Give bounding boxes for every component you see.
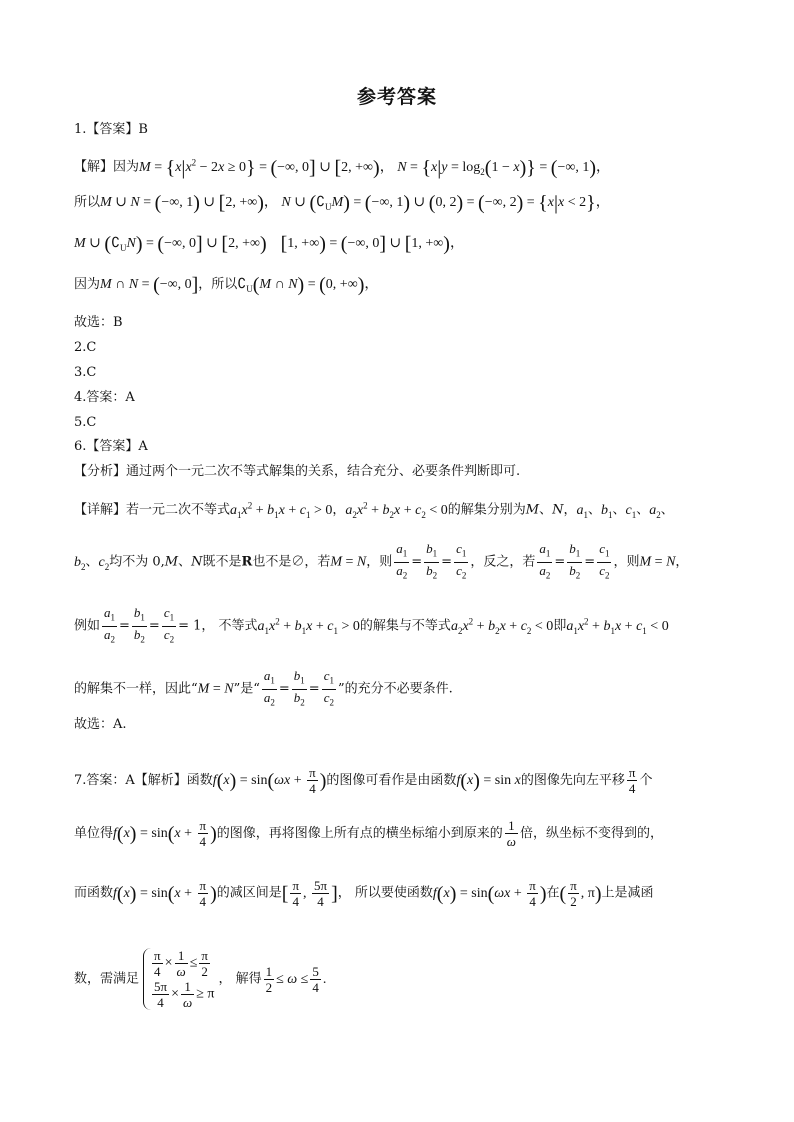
q7-prefix: 7.答案：A【解析】函数 <box>74 773 213 788</box>
q7-line-2: 单位得f(x) = sin(x + $\frac{\pi}{4}$ )的图像，再将图像上所有点的横坐标缩小到原来的 $\frac{1}{\omega}$ 倍，纵坐标不变得到的， <box>74 818 663 850</box>
q1-solution-line-4: 因为M ∩ N = (−∞, 0]，所以$∁_U(M$ ∩ N) = (0, +∞)， <box>74 274 379 296</box>
q1-choose: 故选：B <box>74 315 123 330</box>
q6-detail-line-2: $b_2$、$c_2$均不为 0,M、N既不是R也不是∅，若M = N，则 $\frac{a_1}{a_2}$ = $\frac{b_1}{b_2}$ = $\frac{c_1}{c_2}$ ，反之，若 $\frac{a_1}{a_2}$ = $\frac{b_1}{b_2}$ = $\frac{c_1}{c_2}$ ，则M = N， <box>74 541 689 581</box>
q5-answer: 5.C <box>74 415 97 430</box>
q1-answer-label: 1.【答案】B <box>74 122 148 137</box>
q6-detail-prefix: 【详解】若一元二次不等式 <box>74 502 231 518</box>
q7-line-1: 7.答案：A【解析】函数f(x) = sin(ωx + $\frac{\pi}{4}$ )的图像可看作是由函数f(x) = sin x的图像先向左平移 $\frac{\pi}{4}$ 个 <box>74 765 653 797</box>
q6-analysis: 【分析】通过两个一元二次不等式解集的关系，结合充分、必要条件判断即可. <box>74 464 521 479</box>
q2-answer: 2.C <box>74 340 97 355</box>
q6-detail-line-4: 的解集不一样，因此“M = N”是“ $\frac{a_1}{a_2}$ = $\frac{b_1}{b_2}$ = $\frac{c_1}{c_2}$ ”的充分不必要条件. <box>74 668 453 708</box>
q6-detail-line-3: 例如 $\frac{a_1}{a_2}$ = $\frac{b_1}{b_2}$ = $\frac{c_1}{c_2}$ = 1， 不等式$a_1x^2 + b_1x + c_1 > 0$的解集与不等式$a_2x^2 + b_2x + c_2 < 0$即$a_1x^2 + b_1x + c_1 < 0$ <box>74 605 669 645</box>
q7-line-3: 而函数f(x) = sin(x + $\frac{\pi}{4}$ )的减区间是[ $\frac{\pi}{4}$ , $\frac{5\pi}{4}$ ]， 所以要使函数f(x) = sin(ωx + $\frac{\pi}{4}$ )在( $\frac{\pi}{2}$ , π)上是减函 <box>74 878 654 909</box>
q6-choose: 故选：A. <box>74 717 127 732</box>
q1-solution-line-2: 所以M ∪ N = (−∞, 1) ∪ [2, +∞)， N ∪ $(∁_UM)$ = (−∞, 1) ∪ (0, 2) = (−∞, 2) = {x|x < 2}， <box>74 192 610 214</box>
q4-answer: 4.答案：A <box>74 390 135 405</box>
q6-detail-line-1: 【详解】若一元二次不等式$a_1x^2 + b_1x + c_1 > 0$，$a_2x^2 + b_2x + c_2 < 0$的解集分别为M、N，$a_1$、$b_1$、$c_1$、$a_2$、 <box>74 500 674 520</box>
q6-answer-label: 6.【答案】A <box>74 439 148 454</box>
page-title: 参考答案 <box>356 86 437 108</box>
q1-solution-line-3: M ∪ $(∁_UN)$ = (−∞, 0] ∪ [2, +∞) [1, +∞) = (−∞, 0] ∪ [1, +∞)， <box>74 233 464 255</box>
q1-solution-prefix: 【解】因为 <box>74 159 140 175</box>
q7-line-4: 数，需满足 $\frac{\pi}{4}$ × $\frac{1}{\omega}$ ≤ $\frac{\pi}{2}$ $\frac{5\pi}{4}$ × $\frac{1}{\omega}$ ≥ π ， 解得 $\frac{1}{2}$ ≤ ω ≤ $\frac{5}{4}$ . <box>74 948 327 1010</box>
q1-solution-line-1: 【解】因为$M = \{x|x^2 - 2x \ge 0\}$ = (−∞, 0] ∪ [2, +∞)， $N = \{x|y = \log_2(1 - x)\}$ = (−∞, 1)， <box>74 156 611 179</box>
q3-answer: 3.C <box>74 365 97 380</box>
q7-inequality-system: $\frac{\pi}{4}$ × $\frac{1}{\omega}$ ≤ $\frac{\pi}{2}$ $\frac{5\pi}{4}$ × $\frac{1}{\omega}$ ≥ π <box>143 948 214 1010</box>
